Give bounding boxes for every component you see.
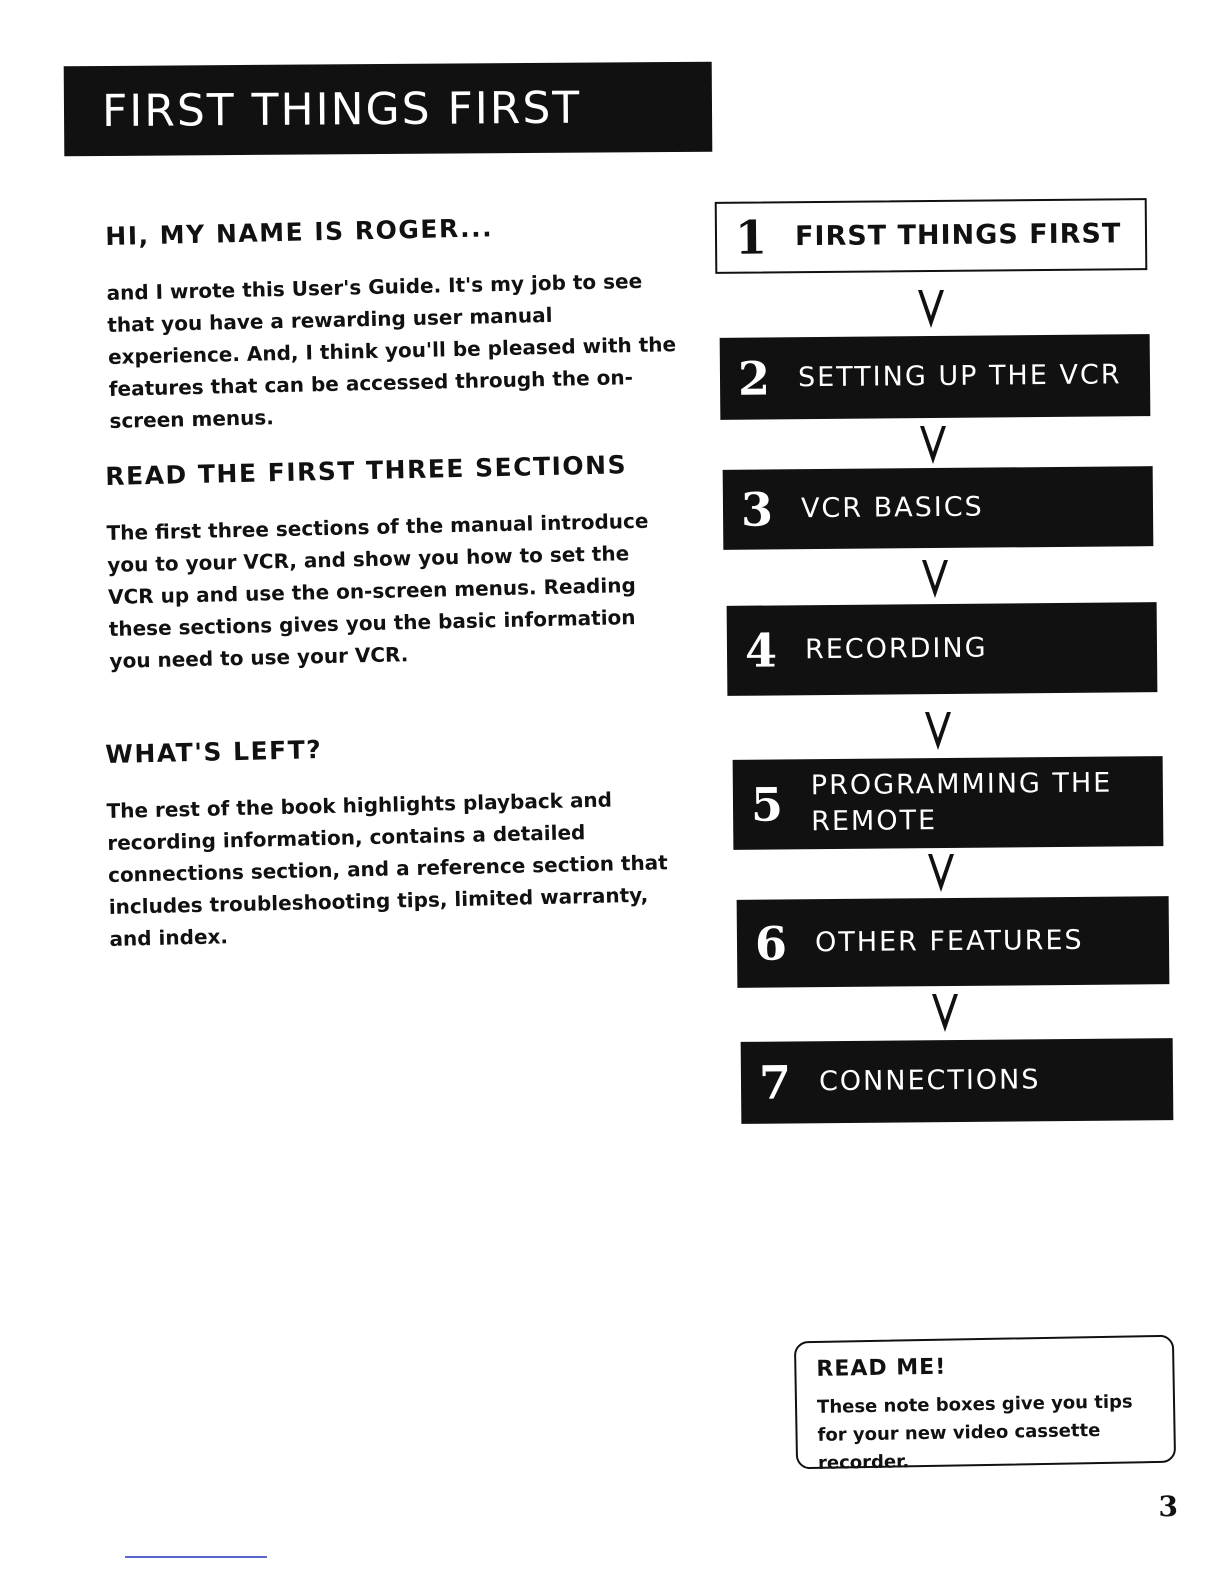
step-4 — [727, 602, 1158, 696]
down-arrow-icon — [920, 558, 950, 602]
step-number: 4 — [744, 623, 778, 678]
step-number: 6 — [754, 916, 788, 971]
down-arrow-icon — [926, 852, 956, 896]
step-label: FIRST THINGS FIRST — [794, 218, 1122, 253]
step-3 — [723, 466, 1154, 550]
step-label: VCR BASICS — [800, 491, 984, 525]
page-header-bar — [64, 62, 713, 157]
step-6 — [737, 896, 1170, 988]
step-number: 2 — [737, 351, 771, 406]
step-5 — [733, 756, 1164, 850]
step-label: SETTING UP THE VCR — [797, 359, 1122, 394]
step-number: 5 — [750, 777, 784, 832]
step-1 — [715, 198, 1148, 274]
note-body: These note boxes give you tips for your new video cassette recorder. — [816, 1391, 1133, 1474]
footer-rule — [125, 1556, 267, 1558]
step-label: RECORDING — [804, 632, 988, 666]
section-body: The first three sections of the manual introduce you to your VCR, and show you how to set the VCR up and use the on-screen menus. Reading these sections gives you the basic information you need to use your VCR. — [106, 508, 649, 673]
note-title: READ ME! — [816, 1354, 947, 1382]
step-label: OTHER FEATURES — [814, 924, 1084, 959]
section-first-three — [105, 448, 710, 677]
section-intro — [105, 208, 710, 437]
section-title: HI, MY NAME IS ROGER... — [105, 213, 494, 251]
down-arrow-icon — [930, 992, 960, 1036]
step-number: 1 — [734, 210, 768, 265]
read-me-note-box — [794, 1335, 1176, 1474]
section-whats-left — [105, 726, 710, 955]
step-2 — [720, 334, 1151, 420]
section-body: The rest of the book highlights playback and recording information, contains a detailed connections section, and a reference section that includes troubleshooting tips, limited warranty, and index. — [106, 787, 668, 951]
down-arrow-icon — [918, 424, 948, 468]
page-title: FIRST THINGS FIRST — [101, 82, 582, 137]
step-7 — [741, 1038, 1174, 1124]
section-title: WHAT'S LEFT? — [105, 735, 323, 769]
down-arrow-icon — [923, 710, 953, 754]
step-label: PROGRAMMING THE REMOTE — [810, 767, 1113, 838]
page-number: 3 — [1158, 1490, 1178, 1523]
step-number: 7 — [758, 1055, 792, 1110]
step-number: 3 — [740, 482, 774, 537]
section-title: READ THE FIRST THREE SECTIONS — [105, 450, 628, 491]
step-label: CONNECTIONS — [818, 1064, 1041, 1098]
section-body: and I wrote this User's Guide. It's my job to see that you have a rewarding user manual experience. And, I think you'll be pleased with the features that can be accessed through the on-screen menus. — [106, 268, 677, 433]
down-arrow-icon — [916, 288, 946, 332]
